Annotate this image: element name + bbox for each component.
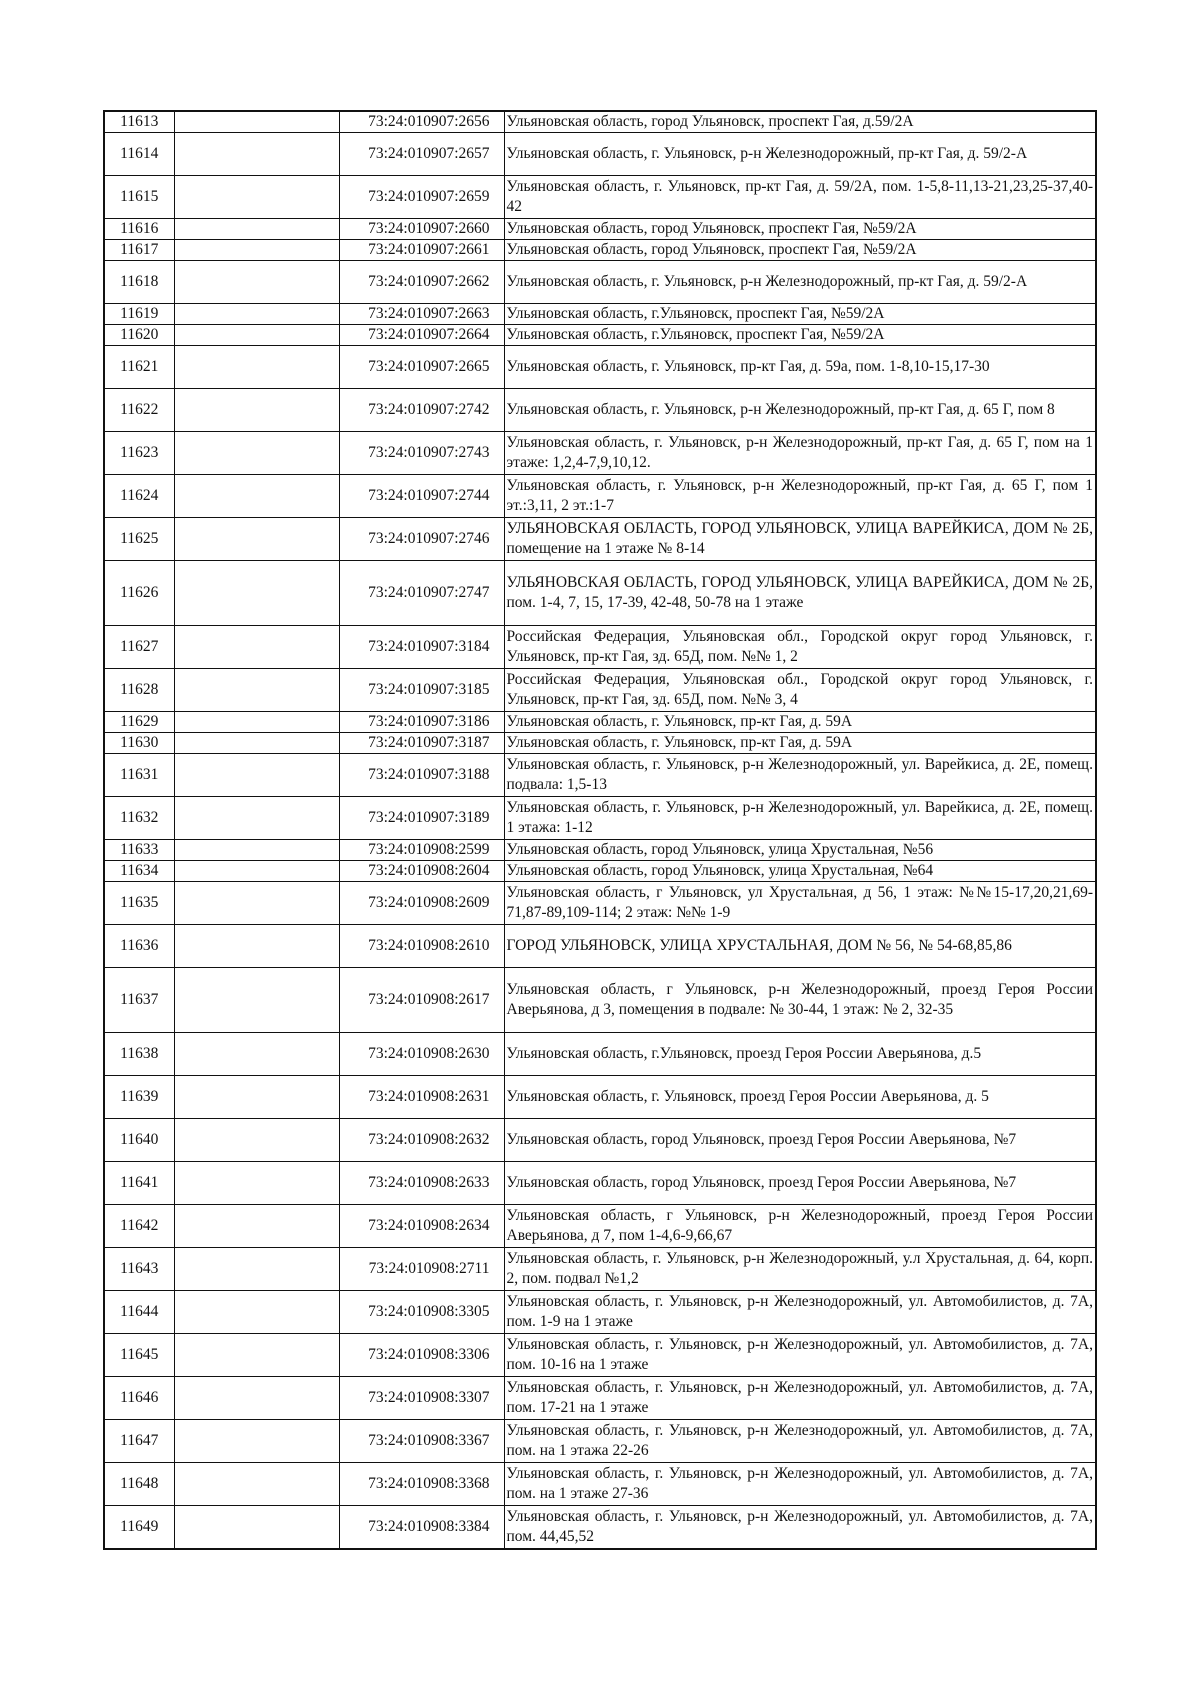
table-row	[104, 261, 1096, 304]
empty-cell	[174, 389, 339, 432]
table-row	[104, 346, 1096, 389]
row-number: 11617	[104, 240, 174, 261]
empty-cell	[174, 840, 339, 861]
cadastral-number: 73:24:010908:2630	[339, 1033, 504, 1076]
table-row	[104, 240, 1096, 261]
table-row	[104, 1506, 1096, 1549]
row-number: 11627	[104, 626, 174, 669]
row-number: 11635	[104, 882, 174, 925]
table-row	[104, 968, 1096, 1033]
cadastral-number: 73:24:010908:3368	[339, 1463, 504, 1506]
empty-cell	[174, 475, 339, 518]
row-number: 11613	[104, 111, 174, 133]
address: Ульяновская область, г. Ульяновск, р-н Железнодорожный, ул. Автомобилистов, д. 7А, пом. 10-16 на 1 этаже	[504, 1334, 1096, 1377]
address: УЛЬЯНОВСКАЯ ОБЛАСТЬ, ГОРОД УЛЬЯНОВСК, УЛИЦА ВАРЕЙКИСА, ДОМ № 2Б, помещение на 1 этаже № 8-14	[504, 518, 1096, 561]
cadastral-number: 73:24:010908:2599	[339, 840, 504, 861]
cadastral-number: 73:24:010907:2664	[339, 325, 504, 346]
address: УЛЬЯНОВСКАЯ ОБЛАСТЬ, ГОРОД УЛЬЯНОВСК, УЛИЦА ВАРЕЙКИСА, ДОМ № 2Б, пом. 1-4, 7, 15, 17-39, 42-48, 50-78 на 1 этаже	[504, 561, 1096, 626]
empty-cell	[174, 712, 339, 733]
table-row	[104, 1291, 1096, 1334]
empty-cell	[174, 1248, 339, 1291]
cadastral-number: 73:24:010907:2746	[339, 518, 504, 561]
row-number: 11647	[104, 1420, 174, 1463]
cadastral-number: 73:24:010908:2632	[339, 1119, 504, 1162]
table-row	[104, 475, 1096, 518]
table-row	[104, 1248, 1096, 1291]
address: Ульяновская область, город Ульяновск, проспект Гая, №59/2А	[504, 240, 1096, 261]
address: Ульяновская область, г. Ульяновск, пр-кт Гая, д. 59А	[504, 712, 1096, 733]
registry-table-body	[104, 111, 1096, 1549]
empty-cell	[174, 1420, 339, 1463]
row-number: 11619	[104, 304, 174, 325]
row-number: 11632	[104, 797, 174, 840]
cadastral-number: 73:24:010907:2743	[339, 432, 504, 475]
cadastral-number: 73:24:010907:2660	[339, 219, 504, 240]
cadastral-number: 73:24:010908:2631	[339, 1076, 504, 1119]
cadastral-number: 73:24:010908:2633	[339, 1162, 504, 1205]
empty-cell	[174, 111, 339, 133]
empty-cell	[174, 133, 339, 176]
cadastral-number: 73:24:010907:2663	[339, 304, 504, 325]
table-row	[104, 840, 1096, 861]
table-row	[104, 1420, 1096, 1463]
empty-cell	[174, 1334, 339, 1377]
table-row	[104, 325, 1096, 346]
row-number: 11642	[104, 1205, 174, 1248]
empty-cell	[174, 797, 339, 840]
cadastral-number: 73:24:010907:3188	[339, 754, 504, 797]
table-row	[104, 1463, 1096, 1506]
address: Ульяновская область, г. Ульяновск, пр-кт Гая, д. 59А	[504, 733, 1096, 754]
empty-cell	[174, 968, 339, 1033]
row-number: 11623	[104, 432, 174, 475]
row-number: 11629	[104, 712, 174, 733]
row-number: 11618	[104, 261, 174, 304]
cadastral-number: 73:24:010907:2747	[339, 561, 504, 626]
cadastral-number: 73:24:010907:2657	[339, 133, 504, 176]
cadastral-number: 73:24:010907:2662	[339, 261, 504, 304]
address: Ульяновская область, г. Ульяновск, р-н Железнодорожный, ул. Варейкиса, д. 2Е, помещ. подвала: 1,5-13	[504, 754, 1096, 797]
address: Ульяновская область, г. Ульяновск, р-н Железнодорожный, пр-кт Гая, д. 65 Г, пом на 1 этаже: 1,2,4-7,9,10,12.	[504, 432, 1096, 475]
address: Российская Федерация, Ульяновская обл., Городской округ город Ульяновск, г. Ульяновск, пр-кт Гая, зд. 65Д, пом. №№ 1, 2	[504, 626, 1096, 669]
address: Ульяновская область, город Ульяновск, улица Хрустальная, №56	[504, 840, 1096, 861]
empty-cell	[174, 1119, 339, 1162]
row-number: 11643	[104, 1248, 174, 1291]
row-number: 11646	[104, 1377, 174, 1420]
cadastral-number: 73:24:010907:3189	[339, 797, 504, 840]
address: Ульяновская область, г. Ульяновск, пр-кт Гая, д. 59а, пом. 1-8,10-15,17-30	[504, 346, 1096, 389]
address: Ульяновская область, город Ульяновск, проезд Героя России Аверьянова, №7	[504, 1119, 1096, 1162]
empty-cell	[174, 325, 339, 346]
empty-cell	[174, 733, 339, 754]
row-number: 11639	[104, 1076, 174, 1119]
cadastral-number: 73:24:010908:3306	[339, 1334, 504, 1377]
cadastral-number: 73:24:010908:2617	[339, 968, 504, 1033]
address: Ульяновская область, г. Ульяновск, р-н Железнодорожный, пр-кт Гая, д. 65 Г, пом 8	[504, 389, 1096, 432]
address: Ульяновская область, г. Ульяновск, р-н Железнодорожный, пр-кт Гая, д. 65 Г, пом 1 эт.:3,11, 2 эт.:1-7	[504, 475, 1096, 518]
address: Ульяновская область, г. Ульяновск, р-н Железнодорожный, ул. Автомобилистов, д. 7А, пом. на 1 этажа 22-26	[504, 1420, 1096, 1463]
address: ГОРОД УЛЬЯНОВСК, УЛИЦА ХРУСТАЛЬНАЯ, ДОМ № 56, № 54-68,85,86	[504, 925, 1096, 968]
row-number: 11621	[104, 346, 174, 389]
table-row	[104, 882, 1096, 925]
cadastral-number: 73:24:010908:2711	[339, 1248, 504, 1291]
address: Ульяновская область, город Ульяновск, проезд Героя России Аверьянова, №7	[504, 1162, 1096, 1205]
address: Ульяновская область, г. Ульяновск, р-н Железнодорожный, ул. Автомобилистов, д. 7А, пом. 44,45,52	[504, 1506, 1096, 1549]
cadastral-number: 73:24:010907:3185	[339, 669, 504, 712]
row-number: 11616	[104, 219, 174, 240]
cadastral-number: 73:24:010908:2634	[339, 1205, 504, 1248]
row-number: 11620	[104, 325, 174, 346]
empty-cell	[174, 669, 339, 712]
cadastral-number: 73:24:010907:2661	[339, 240, 504, 261]
empty-cell	[174, 518, 339, 561]
row-number: 11645	[104, 1334, 174, 1377]
cadastral-number: 73:24:010908:2609	[339, 882, 504, 925]
cadastral-number: 73:24:010908:3305	[339, 1291, 504, 1334]
row-number: 11614	[104, 133, 174, 176]
empty-cell	[174, 176, 339, 219]
cadastral-number: 73:24:010907:2665	[339, 346, 504, 389]
address: Российская Федерация, Ульяновская обл., Городской округ город Ульяновск, г. Ульяновск, пр-кт Гая, зд. 65Д, пом. №№ 3, 4	[504, 669, 1096, 712]
cadastral-number: 73:24:010908:3307	[339, 1377, 504, 1420]
address: Ульяновская область, г Ульяновск, ул Хрустальная, д 56, 1 этаж: №№15-17,20,21,69-71,87-89,109-114; 2 этаж: №№ 1-9	[504, 882, 1096, 925]
table-row	[104, 1162, 1096, 1205]
table-row	[104, 1033, 1096, 1076]
table-row	[104, 111, 1096, 133]
empty-cell	[174, 1033, 339, 1076]
address: Ульяновская область, город Ульяновск, улица Хрустальная, №64	[504, 861, 1096, 882]
table-row	[104, 733, 1096, 754]
table-row	[104, 176, 1096, 219]
row-number: 11626	[104, 561, 174, 626]
empty-cell	[174, 882, 339, 925]
row-number: 11640	[104, 1119, 174, 1162]
row-number: 11631	[104, 754, 174, 797]
cadastral-number: 73:24:010907:2659	[339, 176, 504, 219]
row-number: 11625	[104, 518, 174, 561]
row-number: 11636	[104, 925, 174, 968]
empty-cell	[174, 1506, 339, 1549]
table-row	[104, 1205, 1096, 1248]
table-row	[104, 1076, 1096, 1119]
row-number: 11628	[104, 669, 174, 712]
address: Ульяновская область, город Ульяновск, проспект Гая, №59/2А	[504, 219, 1096, 240]
empty-cell	[174, 346, 339, 389]
table-row	[104, 219, 1096, 240]
row-number: 11649	[104, 1506, 174, 1549]
empty-cell	[174, 626, 339, 669]
address: Ульяновская область, г. Ульяновск, р-н Железнодорожный, пр-кт Гая, д. 59/2-А	[504, 261, 1096, 304]
empty-cell	[174, 1162, 339, 1205]
table-row	[104, 389, 1096, 432]
table-row	[104, 712, 1096, 733]
table-row	[104, 861, 1096, 882]
empty-cell	[174, 861, 339, 882]
empty-cell	[174, 1463, 339, 1506]
row-number: 11641	[104, 1162, 174, 1205]
address: Ульяновская область, г.Ульяновск, проспект Гая, №59/2А	[504, 304, 1096, 325]
table-row	[104, 626, 1096, 669]
table-row	[104, 1377, 1096, 1420]
row-number: 11638	[104, 1033, 174, 1076]
address: Ульяновская область, г Ульяновск, р-н Железнодорожный, проезд Героя России Аверьянова, д 3, помещения в подвале: № 30-44, 1 этаж: № 2, 32-35	[504, 968, 1096, 1033]
table-row	[104, 669, 1096, 712]
cadastral-number: 73:24:010908:3367	[339, 1420, 504, 1463]
cadastral-number: 73:24:010908:2604	[339, 861, 504, 882]
row-number: 11644	[104, 1291, 174, 1334]
cadastral-number: 73:24:010907:2742	[339, 389, 504, 432]
address: Ульяновская область, г. Ульяновск, р-н Железнодорожный, ул. Автомобилистов, д. 7А, пом. 17-21 на 1 этаже	[504, 1377, 1096, 1420]
table-row	[104, 133, 1096, 176]
address: Ульяновская область, г. Ульяновск, пр-кт Гая, д. 59/2А, пом. 1-5,8-11,13-21,23,25-37,40-42	[504, 176, 1096, 219]
table-row	[104, 1119, 1096, 1162]
cadastral-number: 73:24:010907:3184	[339, 626, 504, 669]
empty-cell	[174, 1377, 339, 1420]
cadastral-number: 73:24:010907:3187	[339, 733, 504, 754]
cadastral-number: 73:24:010907:2744	[339, 475, 504, 518]
table-row	[104, 432, 1096, 475]
table-row	[104, 925, 1096, 968]
address: Ульяновская область, г. Ульяновск, р-н Железнодорожный, пр-кт Гая, д. 59/2-А	[504, 133, 1096, 176]
row-number: 11630	[104, 733, 174, 754]
table-row	[104, 561, 1096, 626]
table-row	[104, 754, 1096, 797]
empty-cell	[174, 754, 339, 797]
row-number: 11633	[104, 840, 174, 861]
empty-cell	[174, 925, 339, 968]
address: Ульяновская область, г.Ульяновск, проспект Гая, №59/2А	[504, 325, 1096, 346]
address: Ульяновская область, город Ульяновск, проспект Гая, д.59/2А	[504, 111, 1096, 133]
empty-cell	[174, 304, 339, 325]
cadastral-number: 73:24:010907:3186	[339, 712, 504, 733]
empty-cell	[174, 1076, 339, 1119]
address: Ульяновская область, г. Ульяновск, р-н Железнодорожный, у.л Хрустальная, д. 64, корп. 2, пом. подвал №1,2	[504, 1248, 1096, 1291]
empty-cell	[174, 219, 339, 240]
row-number: 11615	[104, 176, 174, 219]
empty-cell	[174, 432, 339, 475]
table-row	[104, 1334, 1096, 1377]
address: Ульяновская область, г. Ульяновск, р-н Железнодорожный, ул. Автомобилистов, д. 7А, пом. 1-9 на 1 этаже	[504, 1291, 1096, 1334]
table-row	[104, 518, 1096, 561]
cadastral-number: 73:24:010908:3384	[339, 1506, 504, 1549]
row-number: 11637	[104, 968, 174, 1033]
row-number: 11634	[104, 861, 174, 882]
empty-cell	[174, 561, 339, 626]
table-row	[104, 304, 1096, 325]
row-number: 11648	[104, 1463, 174, 1506]
row-number: 11622	[104, 389, 174, 432]
address: Ульяновская область, г. Ульяновск, р-н Железнодорожный, ул. Варейкиса, д. 2Е, помещ. 1 этажа: 1-12	[504, 797, 1096, 840]
address: Ульяновская область, г Ульяновск, р-н Железнодорожный, проезд Героя России Аверьянова, д 7, пом 1-4,6-9,66,67	[504, 1205, 1096, 1248]
address: Ульяновская область, г.Ульяновск, проезд Героя России Аверьянова, д.5	[504, 1033, 1096, 1076]
address: Ульяновская область, г. Ульяновск, р-н Железнодорожный, ул. Автомобилистов, д. 7А, пом. на 1 этаже 27-36	[504, 1463, 1096, 1506]
cadastral-number: 73:24:010907:2656	[339, 111, 504, 133]
empty-cell	[174, 1205, 339, 1248]
registry-table	[103, 110, 1097, 1550]
empty-cell	[174, 240, 339, 261]
table-row	[104, 797, 1096, 840]
cadastral-number: 73:24:010908:2610	[339, 925, 504, 968]
empty-cell	[174, 1291, 339, 1334]
row-number: 11624	[104, 475, 174, 518]
address: Ульяновская область, г. Ульяновск, проезд Героя России Аверьянова, д. 5	[504, 1076, 1096, 1119]
empty-cell	[174, 261, 339, 304]
